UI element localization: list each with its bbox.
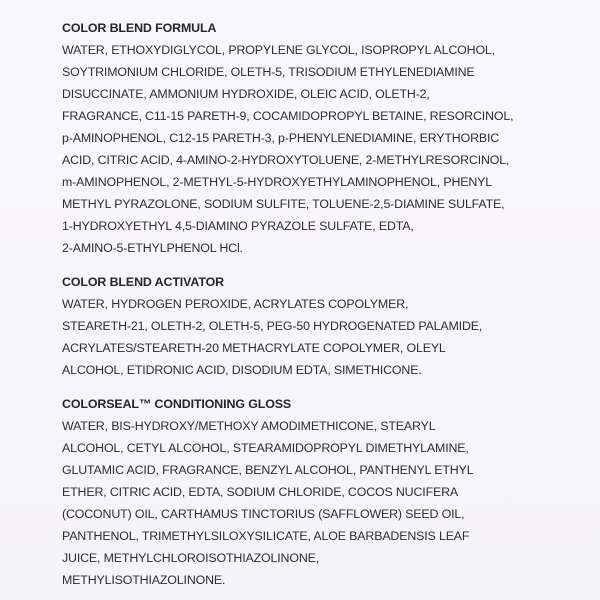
ingredient-line: STEARETH-21, OLETH-2, OLETH-5, PEG-50 HYDROGENATED PALAMIDE, — [62, 319, 483, 333]
ingredient-line: METHYLISOTHIAZOLINONE. — [62, 573, 226, 587]
section-title: COLOR BLEND ACTIVATOR — [62, 275, 224, 289]
ingredient-line: WATER, ETHOXYDIGLYCOL, PROPYLENE GLYCOL, ISOPROPYL ALCOHOL, — [62, 43, 495, 57]
section-colorseal-conditioning-gloss — [62, 393, 564, 591]
ingredient-line: FRAGRANCE, C11-15 PARETH-9, COCAMIDOPROPYL BETAINE, RESORCINOL, — [62, 109, 514, 123]
ingredient-line: WATER, BIS-HYDROXY/METHOXY AMODIMETHICONE, STEARYL — [62, 419, 436, 433]
ingredient-line: METHYL PYRAZOLONE, SODIUM SULFITE, TOLUENE-2,5-DIAMINE SULFATE, — [62, 197, 505, 211]
section-title: COLORSEAL™ CONDITIONING GLOSS — [62, 397, 292, 411]
ingredient-line: m-AMINOPHENOL, 2-METHYL-5-HYDROXYETHYLAMINOPHENOL, PHENYL — [62, 175, 493, 189]
ingredient-line: 1-HYDROXYETHYL 4,5-DIAMINO PYRAZOLE SULFATE, EDTA, — [62, 219, 414, 233]
ingredient-line: ETHER, CITRIC ACID, EDTA, SODIUM CHLORIDE, COCOS NUCIFERA — [62, 485, 459, 499]
ingredient-line: PANTHENOL, TRIMETHYLSILOXYSILICATE, ALOE BARBADENSIS LEAF — [62, 529, 470, 543]
ingredient-line: ALCOHOL, ETIDRONIC ACID, DISODIUM EDTA, SIMETHICONE. — [62, 363, 422, 377]
ingredient-line: ACRYLATES/STEARETH-20 METHACRYLATE COPOLYMER, OLEYL — [62, 341, 446, 355]
ingredient-list — [62, 293, 564, 381]
ingredient-line: ACID, CITRIC ACID, 4-AMINO-2-HYDROXYTOLUENE, 2-METHYLRESORCINOL, — [62, 153, 510, 167]
ingredient-list — [62, 415, 564, 591]
ingredient-line: ALCOHOL, CETYL ALCOHOL, STEARAMIDOPROPYL DIMETHYLAMINE, — [62, 441, 469, 455]
section-color-blend-activator — [62, 271, 564, 381]
ingredient-line: p-AMINOPHENOL, C12-15 PARETH-3, p-PHENYLENEDIAMINE, ERYTHORBIC — [62, 131, 500, 145]
section-color-blend-formula — [62, 17, 564, 259]
ingredient-line: SOYTRIMONIUM CHLORIDE, OLETH-5, TRISODIUM ETHYLENEDIAMINE — [62, 65, 475, 79]
ingredient-line: DISUCCINATE, AMMONIUM HYDROXIDE, OLEIC ACID, OLETH-2, — [62, 87, 430, 101]
ingredient-line: JUICE, METHYLCHLOROISOTHIAZOLINONE, — [62, 551, 320, 565]
ingredient-line: WATER, HYDROGEN PEROXIDE, ACRYLATES COPOLYMER, — [62, 297, 409, 311]
ingredient-line: 2-AMINO-5-ETHYLPHENOL HCl. — [62, 241, 243, 255]
ingredient-line: GLUTAMIC ACID, FRAGRANCE, BENZYL ALCOHOL, PANTHENYL ETHYL — [62, 463, 474, 477]
ingredient-line: (COCONUT) OIL, CARTHAMUS TINCTORIUS (SAFFLOWER) SEED OIL, — [62, 507, 465, 521]
ingredient-list — [62, 39, 564, 259]
section-title: COLOR BLEND FORMULA — [62, 21, 217, 35]
